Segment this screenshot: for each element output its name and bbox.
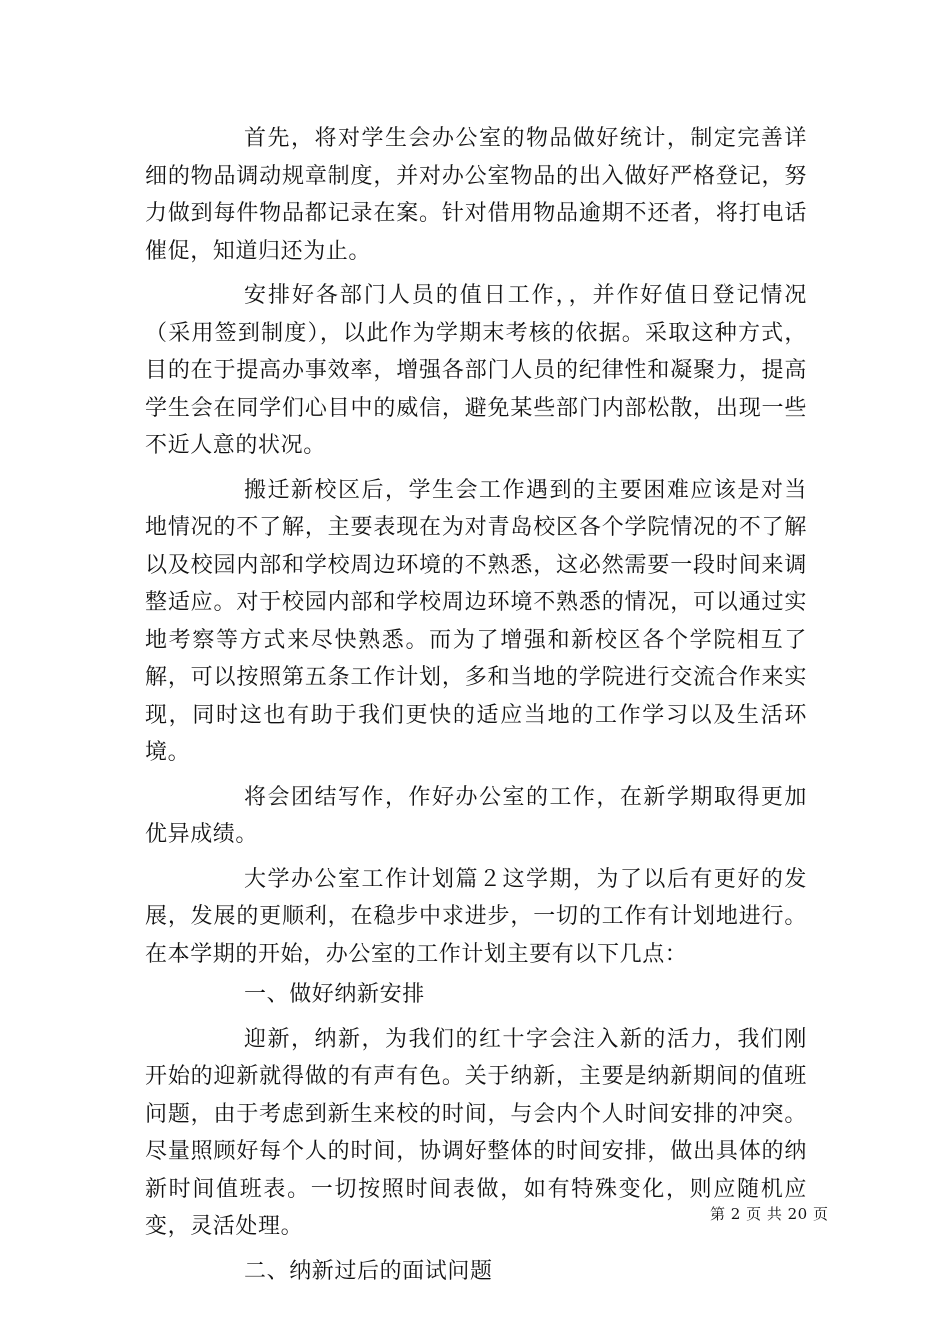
paragraph-inventory: 首先，将对学生会办公室的物品做好统计，制定完善详细的物品调动规章制度，并对办公室物品的出入做好严格登记，努力做到每件物品都记录在案。针对借用物品逾期不还者，将打电话催促，知道归还为止。 [145, 126, 807, 264]
paragraph-plan-2-intro: 大学办公室工作计划篇２这学期，为了以后有更好的发展，发展的更顺利，在稳步中求进步，一切的工作有计划地进行。在本学期的开始，办公室的工作计划主要有以下几点： [145, 866, 807, 967]
paragraph-new-campus: 搬迁新校区后，学生会工作遇到的主要困难应该是对当地情况的不了解，主要表现在为对青岛校区各个学院情况的不了解以及校园内部和学校周边环境的不熟悉，这必然需要一段时间来调整适应。对于校园内部和学校周边环境不熟悉的情况，可以通过实地考察等方式来尽快熟悉。而为了增强和新校区各个学院相互了解，可以按照第五条工作计划，多和当地的学院进行交流合作来实现，同时这也有助于我们更快的适应当地的工作学习以及生活环境。 [145, 477, 807, 765]
paragraph-recruitment: 迎新，纳新，为我们的红十字会注入新的活力，我们刚开始的迎新就得做的有声有色。关于纳新，主要是纳新期间的值班问题，由于考虑到新生来校的时间，与会内个人时间安排的冲突。尽量照顾好每个人的时间，协调好整体的时间安排，做出具体的纳新时间值班表。一切按照时间表做，如有特殊变化，则应随机应变，灵活处理。 [145, 1026, 807, 1239]
page-number-footer: 第 2 页 共 20 页 [710, 1205, 829, 1223]
heading-interview: 二、纳新过后的面试问题 [244, 1258, 493, 1284]
paragraph-duty-roster: 安排好各部门人员的值日工作，，并作好值日登记情况（采用签到制度），以此作为学期末考核的依据。采取这种方式，目的在于提高办事效率，增强各部门人员的纪律性和凝聚力，提高学生会在同学们心目中的威信，避免某些部门内部松散，出现一些不近人意的状况。 [145, 283, 807, 458]
paragraph-teamwork: 将会团结写作，作好办公室的工作，在新学期取得更加优异成绩。 [145, 784, 807, 847]
heading-recruitment: 一、做好纳新安排 [244, 982, 425, 1007]
document-body [145, 120, 807, 1290]
